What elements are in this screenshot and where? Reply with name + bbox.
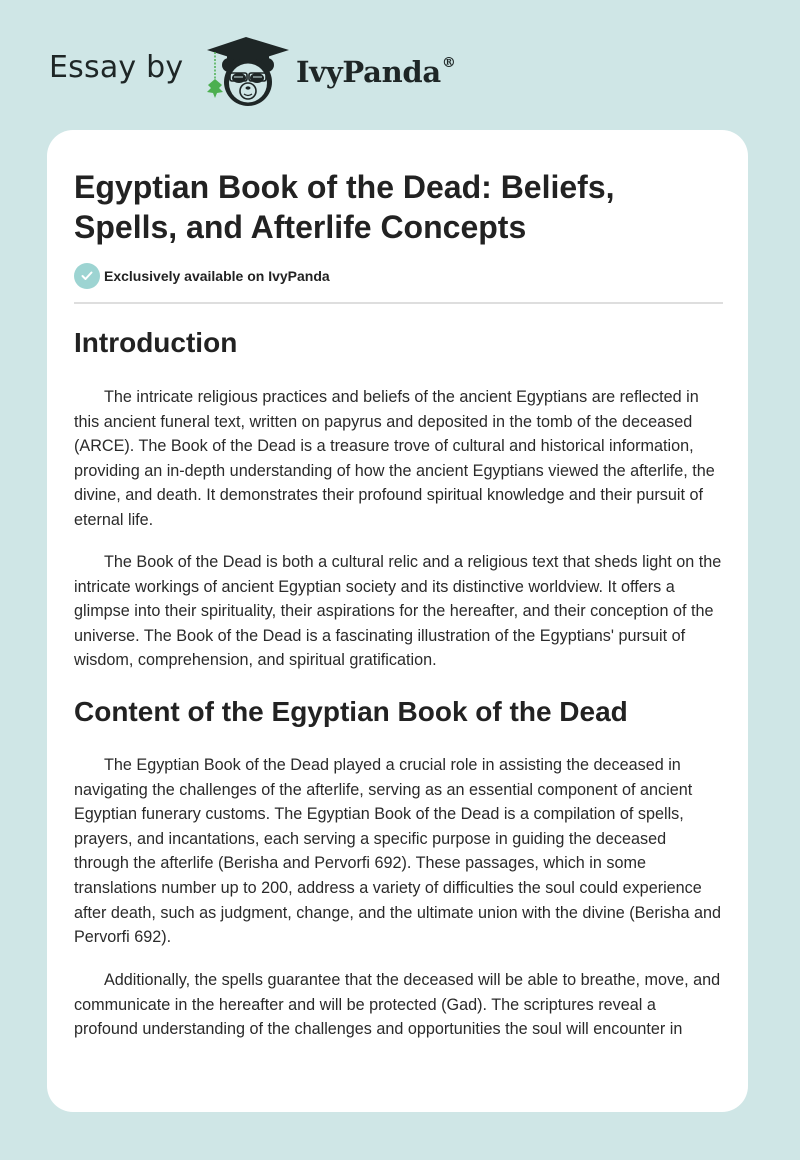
page-title: Egyptian Book of the Dead: Beliefs, Spells, and Afterlife Concepts <box>74 169 615 245</box>
exclusive-label: Exclusively available on IvyPanda <box>104 268 330 284</box>
section-heading-introduction: Introduction <box>74 327 238 358</box>
essay-card <box>47 130 748 1112</box>
brand-name: IvyPanda <box>296 55 441 89</box>
check-circle-icon <box>74 263 100 289</box>
exclusive-badge <box>74 263 330 289</box>
site-header <box>0 0 800 130</box>
paragraph: The Book of the Dead is both a cultural relic and a religious text that sheds light on the intricate workings of ancient Egyptian society and its distinctive worldview. It offers a glimpse into their spirituality, their aspirations for the hereafter, and their conception of the universe. The Book of the Dead is a fascinating illustration of the Egyptians' pursuit of wisdom, comprehension, and spiritual gratification. <box>74 553 722 670</box>
paragraph: The intricate religious practices and beliefs of the ancient Egyptians are reflected in this ancient funeral text, written on papyrus and deposited in the tomb of the deceased (ARCE). The Book of the Dead is a treasure trove of cultural and historical information, providing an in-depth understanding of how the ancient Egyptians viewed the afterlife, the divine, and death. It demonstrates their profound spiritual knowledge and their pursuit of eternal life. <box>74 388 715 529</box>
title-divider <box>74 302 723 304</box>
registered-mark: ® <box>441 55 456 72</box>
paragraph: The Egyptian Book of the Dead played a crucial role in assisting the deceased in navigating the challenges of the afterlife, serving as an essential component of ancient Egyptian funerary customs. The Egyptian Book of the Dead is a compilation of spells, prayers, and incantations, each serving a specific purpose in guiding the deceased through the afterlife (Berisha and Pervorfi 692). These passages, which in some translations number up to 200, address a variety of difficulties the soul could experience after death, such as judgment, change, and the ultimate union with the divine (Berisha and Pervorfi 692). <box>74 756 722 947</box>
section-heading-content: Content of the Egyptian Book of the Dead <box>74 696 628 727</box>
panda-graduation-cap-icon[interactable] <box>203 35 293 110</box>
brand-logo-text[interactable] <box>296 55 456 89</box>
paragraph: Additionally, the spells guarantee that the deceased will be able to breathe, move, and communicate in the hereafter and will be protected (Gad). The scriptures reveal a profound understanding of the challenges and opportunities the soul will encounter in <box>74 971 721 1039</box>
essay-by-label: Essay by <box>49 50 184 85</box>
